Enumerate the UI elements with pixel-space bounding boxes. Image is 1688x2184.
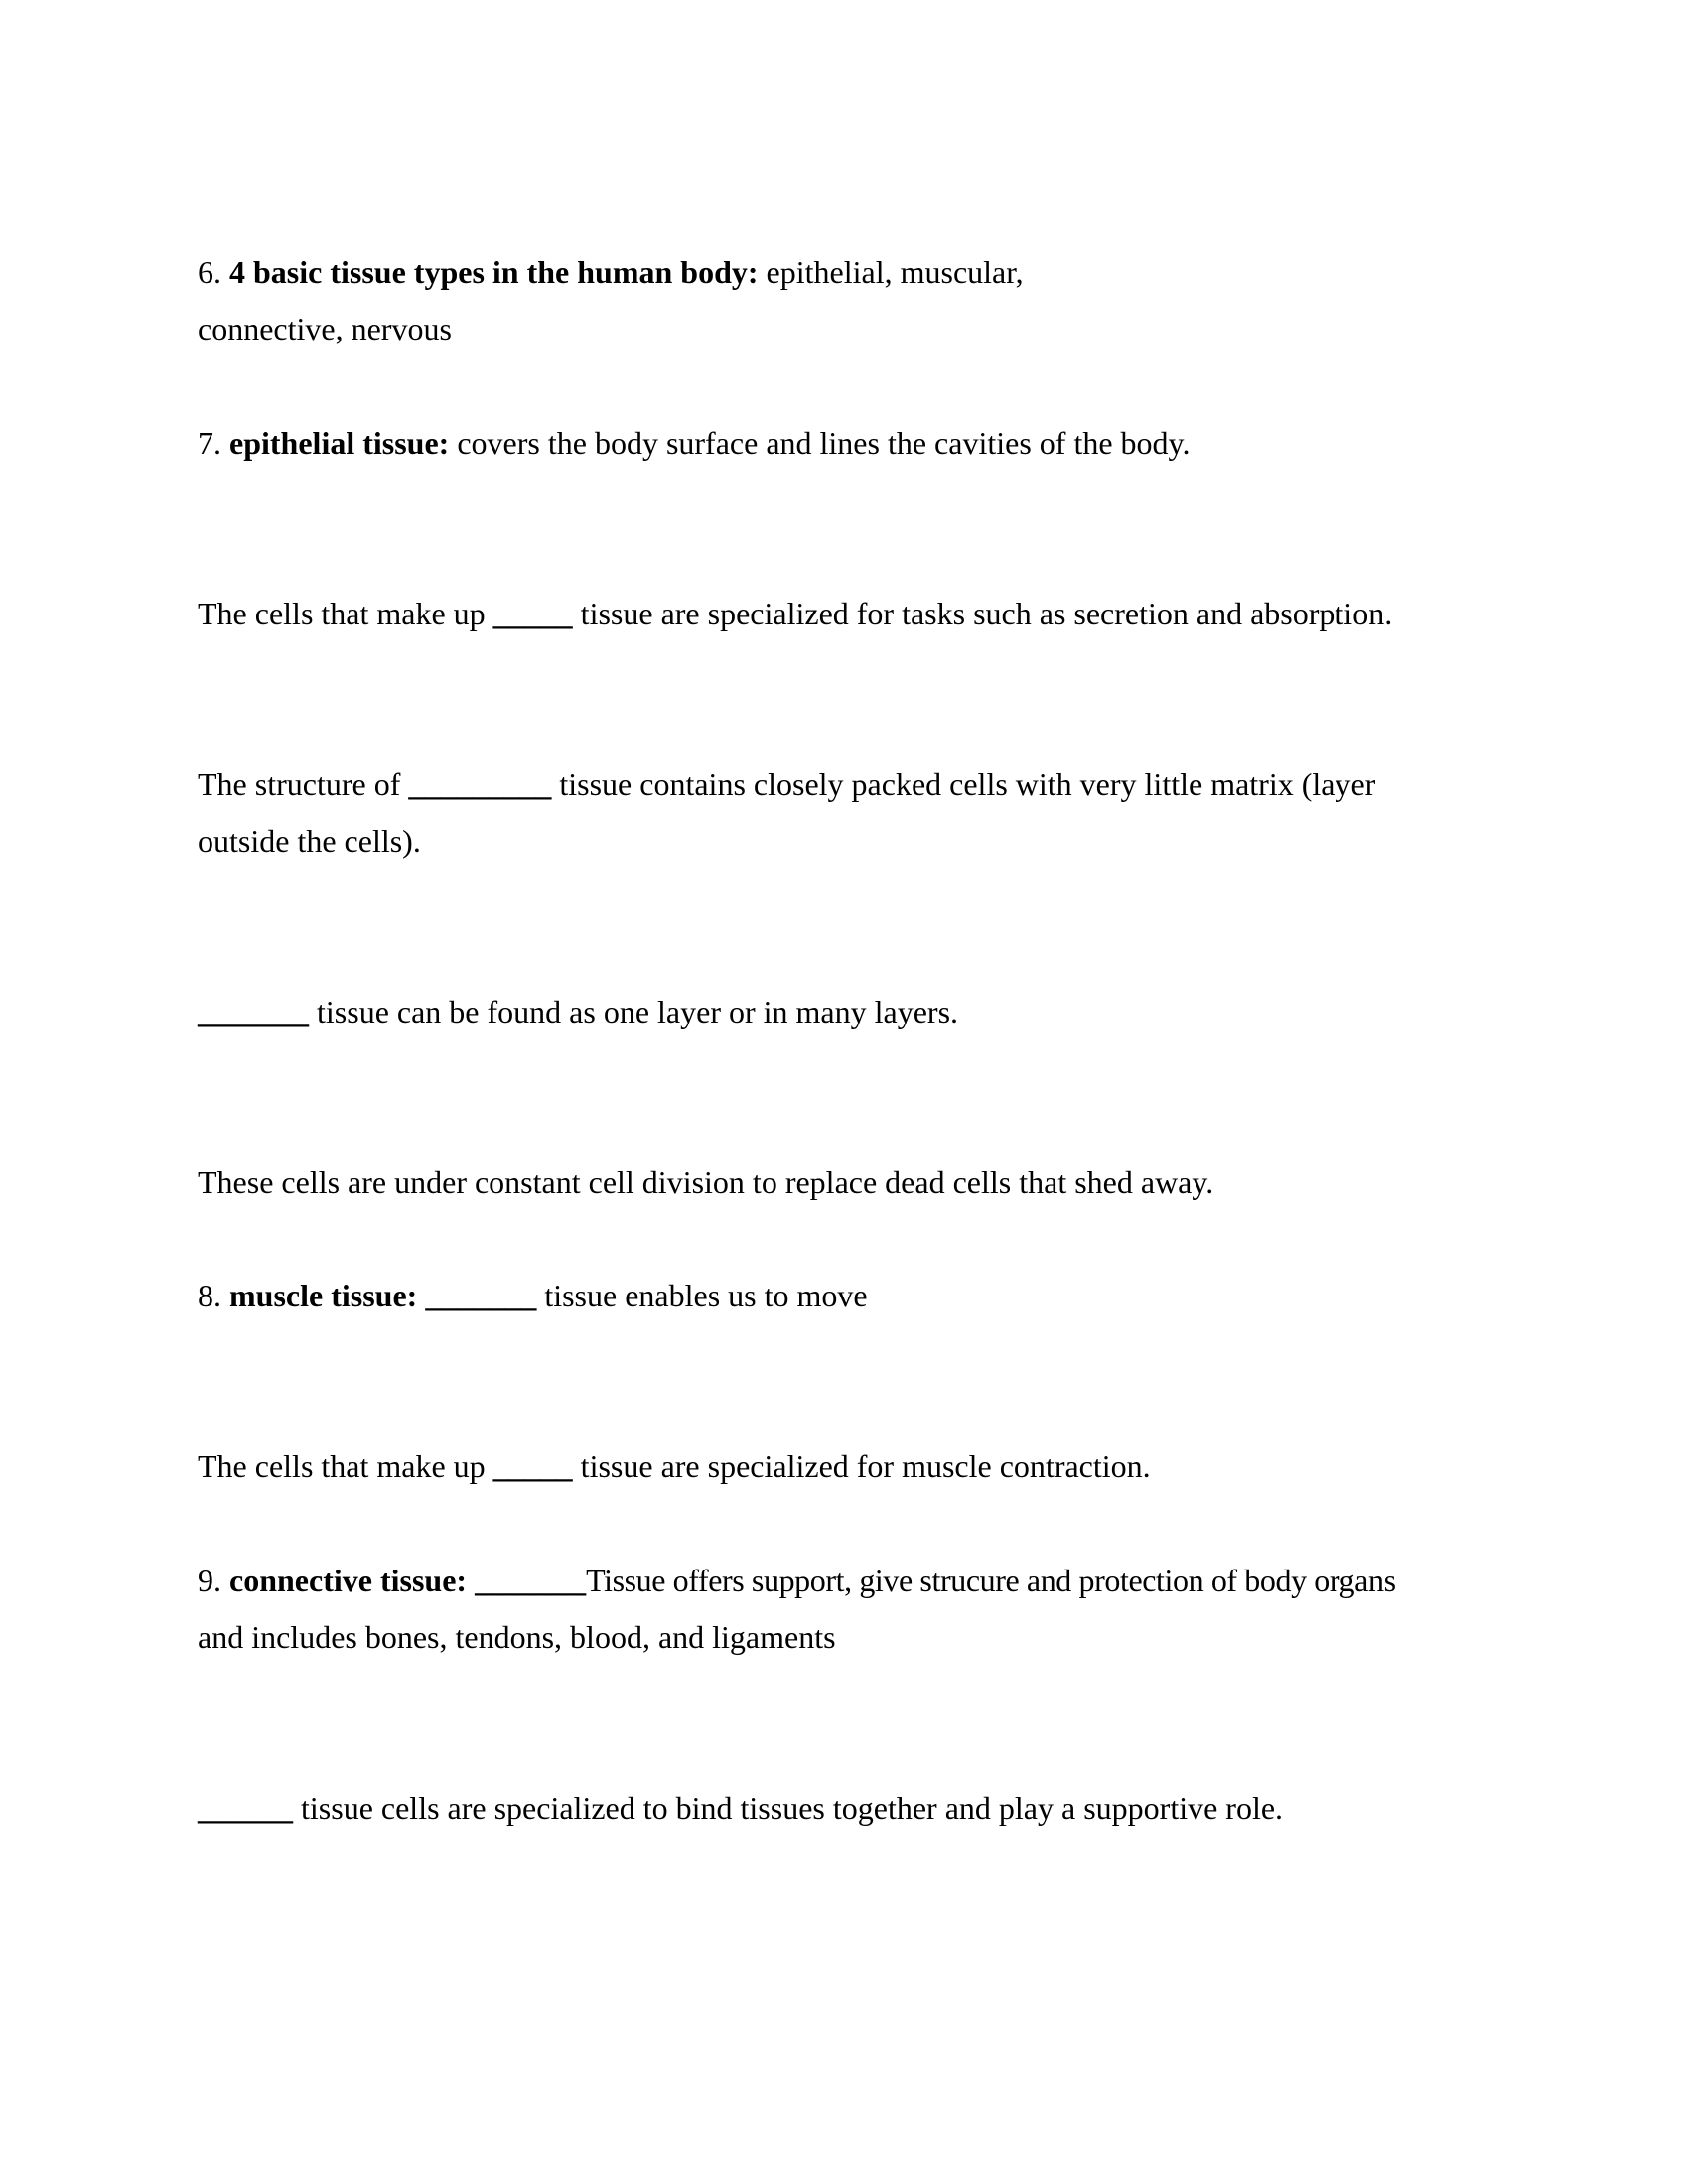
item-7-s2-blank[interactable]: _________ (408, 766, 552, 802)
item-7-s2-part-2: tissue contains closely packed cells with very little matrix (layer (559, 766, 1376, 802)
item-7-sentence-3 (198, 993, 958, 1030)
item-7-term: epithelial tissue: (229, 425, 450, 461)
item-7-s4: These cells are under constant cell division to replace dead cells that shed away. (198, 1164, 1214, 1200)
item-7-sentence-2-line-2 (198, 822, 421, 860)
item-8-s1-blank[interactable]: _____ (492, 1448, 573, 1484)
item-8-s1-part-2: tissue are specialized for muscle contraction. (580, 1448, 1151, 1484)
item-7-line (198, 424, 1190, 462)
item-8-line (198, 1277, 868, 1314)
item-9-s1-blank[interactable]: ______ (198, 1790, 293, 1826)
item-7-number: 7. (198, 425, 221, 461)
item-8-sentence-1 (198, 1447, 1151, 1485)
item-9-line-2 (198, 1618, 836, 1656)
item-8-blank[interactable]: _______ (425, 1278, 537, 1313)
item-9-line-1 (198, 1562, 1396, 1599)
item-6-line-2 (198, 310, 452, 347)
item-6-line-1 (198, 253, 1024, 291)
item-9-term: connective tissue: (229, 1563, 468, 1598)
item-7-s2-line-2: outside the cells). (198, 823, 421, 859)
item-9-blank[interactable]: _______ (475, 1563, 587, 1598)
item-7-s1-part-1: The cells that make up (198, 596, 486, 631)
item-8-term: muscle tissue: (229, 1278, 418, 1313)
item-7-sentence-1 (198, 595, 1392, 632)
item-6-number: 6. (198, 254, 221, 290)
item-9-s1-part-2: tissue cells are specialized to bind tissues together and play a supportive role. (301, 1790, 1284, 1826)
item-9-text: Tissue offers support, give strucure and protection of body organs (586, 1563, 1396, 1598)
item-8-number: 8. (198, 1278, 221, 1313)
item-7-sentence-2 (198, 765, 1375, 803)
item-7-s1-blank[interactable]: _____ (492, 596, 573, 631)
item-8-text: tissue enables us to move (544, 1278, 868, 1313)
item-9-number: 9. (198, 1563, 221, 1598)
item-6-text-line-2: connective, nervous (198, 311, 452, 346)
item-6-term: 4 basic tissue types in the human body: (229, 254, 759, 290)
item-7-s1-part-2: tissue are specialized for tasks such as secretion and absorption. (580, 596, 1393, 631)
item-7-sentence-4 (198, 1163, 1213, 1201)
item-8-s1-part-1: The cells that make up (198, 1448, 486, 1484)
item-6-text-line-1: epithelial, muscular, (766, 254, 1024, 290)
item-7-s3-part-2: tissue can be found as one layer or in many layers. (317, 994, 959, 1029)
item-9-text-line-2: and includes bones, tendons, blood, and ligaments (198, 1619, 836, 1655)
item-7-s2-part-1: The structure of (198, 766, 401, 802)
item-9-sentence-1 (198, 1789, 1283, 1827)
item-7-definition: covers the body surface and lines the cavities of the body. (457, 425, 1191, 461)
item-7-s3-blank[interactable]: _______ (198, 994, 309, 1029)
